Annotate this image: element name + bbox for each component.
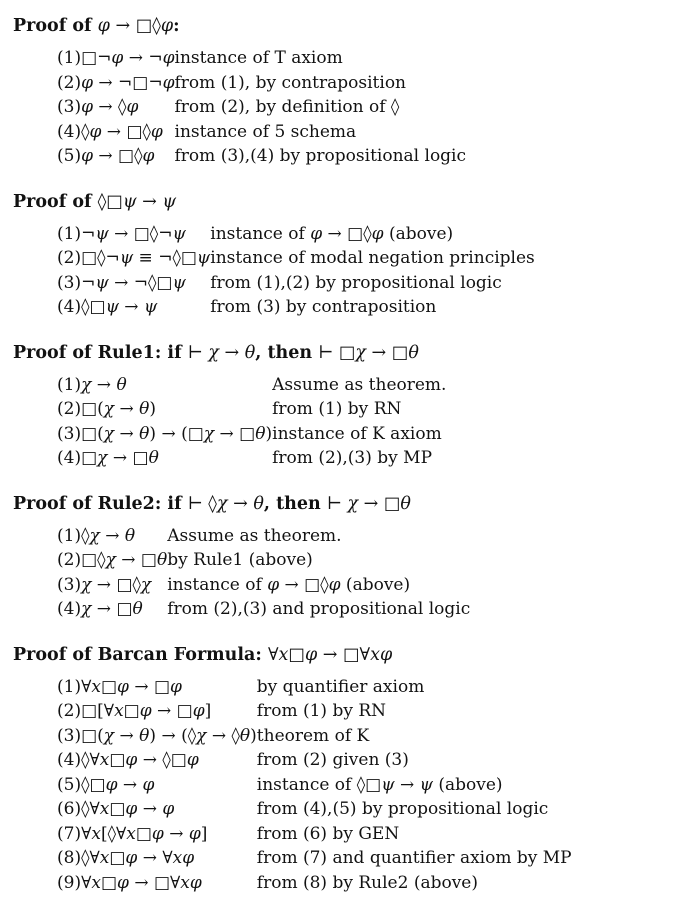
line-justification: by Rule1 (above): [167, 550, 313, 570]
proof-line: [57, 822, 572, 847]
proof-line: [57, 71, 466, 96]
line-number: (8): [57, 848, 82, 868]
line-justification: from (8) by Rule2 (above): [256, 872, 478, 893]
line-number: (4): [57, 121, 82, 142]
line-justification: instance of modal negation principles: [210, 248, 535, 268]
proof-heading: [13, 341, 671, 366]
line-formula: ∀x[◊∀x□φ → φ]: [81, 823, 208, 844]
line-number: (2): [57, 701, 82, 721]
line-justification: from (2), by definition of ◊: [174, 97, 400, 117]
line-justification: from (1) by RN: [256, 701, 387, 721]
proof-lines-table: [57, 524, 470, 622]
line-number: (2): [57, 399, 82, 419]
heading-text: Proof of Barcan Formula:: [13, 644, 268, 665]
line-number: (1): [57, 374, 82, 395]
line-justification: from (4),(5) by propositional logic: [256, 799, 549, 819]
line-justification: Assume as theorem.: [272, 374, 447, 395]
proof-line: [57, 271, 535, 296]
line-number: (1): [57, 525, 82, 546]
heading-formula: ◊□ψ → ψ: [97, 191, 177, 212]
proof-line: [57, 597, 470, 622]
proof-section: [13, 492, 671, 622]
heading-formula: φ → □◊φ: [97, 16, 174, 36]
proof-line: [57, 524, 470, 549]
line-justification: instance of φ → □◊φ (above): [167, 574, 411, 595]
line-justification: from (2),(3) by MP: [272, 448, 433, 468]
heading-text: Proof of Rule2: if: [13, 493, 188, 514]
line-formula: ¬ψ → □◊¬ψ: [81, 223, 186, 244]
line-formula: □(χ → θ) → (◊χ → ◊θ): [81, 725, 257, 746]
line-formula: □(χ → θ): [81, 399, 157, 419]
proof-line: [57, 675, 572, 700]
line-formula: □χ → □θ: [81, 448, 159, 468]
proof-line: [57, 846, 572, 871]
proof-line: [57, 246, 535, 271]
line-justification: Assume as theorem.: [167, 525, 342, 546]
line-justification: from (1) by RN: [272, 399, 402, 419]
heading-text: Proof of: [13, 16, 98, 36]
heading-text: , then: [263, 493, 327, 514]
proof-line: [57, 95, 466, 120]
line-formula: χ → θ: [81, 374, 127, 395]
line-number: (4): [57, 448, 82, 468]
proof-heading: [13, 190, 671, 215]
line-formula: ◊∀x□φ → φ: [81, 799, 175, 819]
line-number: (1): [57, 223, 82, 244]
line-formula: φ → ◊φ: [81, 97, 139, 117]
line-formula: ◊□ψ → ψ: [81, 297, 158, 317]
proof-section: [13, 341, 671, 471]
line-justification: from (6) by GEN: [256, 823, 400, 844]
line-number: (7): [57, 823, 82, 844]
line-number: (4): [57, 297, 82, 317]
proof-section: [13, 190, 671, 320]
line-formula: ◊∀x□φ → ∀xφ: [81, 848, 195, 868]
line-number: (3): [57, 97, 82, 117]
proof-line: [57, 773, 572, 798]
line-justification: from (2),(3) and propositional logic: [167, 599, 471, 619]
line-justification: from (1),(2) by propositional logic: [210, 272, 502, 293]
line-number: (4): [57, 750, 82, 770]
line-formula: □[∀x□φ → □φ]: [81, 701, 212, 721]
proof-document: [13, 14, 671, 895]
line-number: (4): [57, 599, 82, 619]
proof-line: [57, 422, 446, 447]
proof-line: [57, 699, 572, 724]
line-justification: instance of φ → □◊φ (above): [210, 223, 454, 244]
heading-text: :: [173, 16, 180, 36]
line-formula: ¬ψ → ¬◊□ψ: [81, 272, 186, 293]
proof-line: [57, 46, 466, 71]
heading-text: , then: [255, 342, 319, 363]
line-formula: □◊χ → □θ: [81, 550, 168, 570]
proof-lines-table: [57, 46, 466, 169]
proof-heading: [13, 492, 671, 517]
line-number: (2): [57, 72, 82, 93]
line-number: (1): [57, 676, 82, 697]
line-justification: from (3),(4) by propositional logic: [174, 146, 467, 166]
line-number: (3): [57, 272, 82, 293]
proof-heading: [13, 14, 671, 39]
proof-line: [57, 573, 470, 598]
line-number: (3): [57, 423, 82, 444]
line-formula: φ → □◊φ: [81, 146, 155, 166]
line-number: (6): [57, 799, 82, 819]
heading-formula: ⊢ ◊χ → θ: [187, 493, 264, 514]
heading-formula: ⊢ □χ → □θ: [318, 342, 419, 363]
line-justification: instance of T axiom: [174, 48, 343, 68]
line-formula: □¬φ → ¬φ: [81, 48, 175, 68]
line-number: (3): [57, 725, 82, 746]
heading-text: Proof of Rule1: if: [13, 342, 188, 363]
line-formula: χ → □◊χ: [81, 574, 152, 595]
line-justification: from (1), by contraposition: [174, 72, 406, 93]
proof-line: [57, 120, 466, 145]
proof-line: [57, 548, 470, 573]
proof-line: [57, 724, 572, 749]
proof-line: [57, 295, 535, 320]
proof-line: [57, 373, 446, 398]
proof-section: [13, 14, 671, 169]
line-formula: ◊∀x□φ → ◊□φ: [81, 750, 199, 770]
line-justification: from (7) and quantifier axiom by MP: [256, 848, 572, 868]
line-number: (1): [57, 48, 82, 68]
line-formula: ◊□φ → φ: [81, 774, 155, 795]
proof-line: [57, 397, 446, 422]
heading-formula: ⊢ χ → θ: [187, 342, 256, 363]
line-formula: φ → ¬□¬φ: [81, 72, 175, 93]
proof-line: [57, 871, 572, 896]
proof-line: [57, 144, 466, 169]
line-formula: ∀x□φ → □φ: [81, 676, 182, 697]
proof-line: [57, 748, 572, 773]
proof-line: [57, 446, 446, 471]
line-formula: ∀x□φ → □∀xφ: [81, 872, 202, 893]
heading-text: Proof of: [13, 191, 98, 212]
line-justification: instance of K axiom: [272, 423, 442, 444]
line-formula: χ → □θ: [81, 599, 143, 619]
line-justification: by quantifier axiom: [256, 676, 425, 697]
proof-line: [57, 222, 535, 247]
proof-lines-table: [57, 373, 446, 471]
proof-heading: [13, 643, 671, 668]
proof-lines-table: [57, 675, 572, 896]
proof-line: [57, 797, 572, 822]
line-justification: instance of 5 schema: [174, 121, 357, 142]
line-justification: instance of ◊□ψ → ψ (above): [256, 774, 503, 795]
line-number: (2): [57, 248, 82, 268]
line-formula: □◊¬ψ ≡ ¬◊□ψ: [81, 248, 211, 268]
line-number: (9): [57, 872, 82, 893]
line-number: (2): [57, 550, 82, 570]
line-justification: theorem of K: [256, 725, 370, 746]
line-justification: from (3) by contraposition: [210, 297, 437, 317]
line-formula: □(χ → θ) → (□χ → □θ): [81, 423, 273, 444]
line-justification: from (2) given (3): [256, 750, 409, 770]
line-number: (3): [57, 574, 82, 595]
proof-section: [13, 643, 671, 896]
proof-lines-table: [57, 222, 535, 320]
line-formula: ◊φ → □◊φ: [81, 121, 163, 142]
heading-formula: ⊢ χ → □θ: [326, 493, 411, 514]
line-formula: ◊χ → θ: [81, 525, 136, 546]
line-number: (5): [57, 774, 82, 795]
line-number: (5): [57, 146, 82, 166]
heading-formula: ∀x□φ → □∀xφ: [267, 644, 393, 665]
